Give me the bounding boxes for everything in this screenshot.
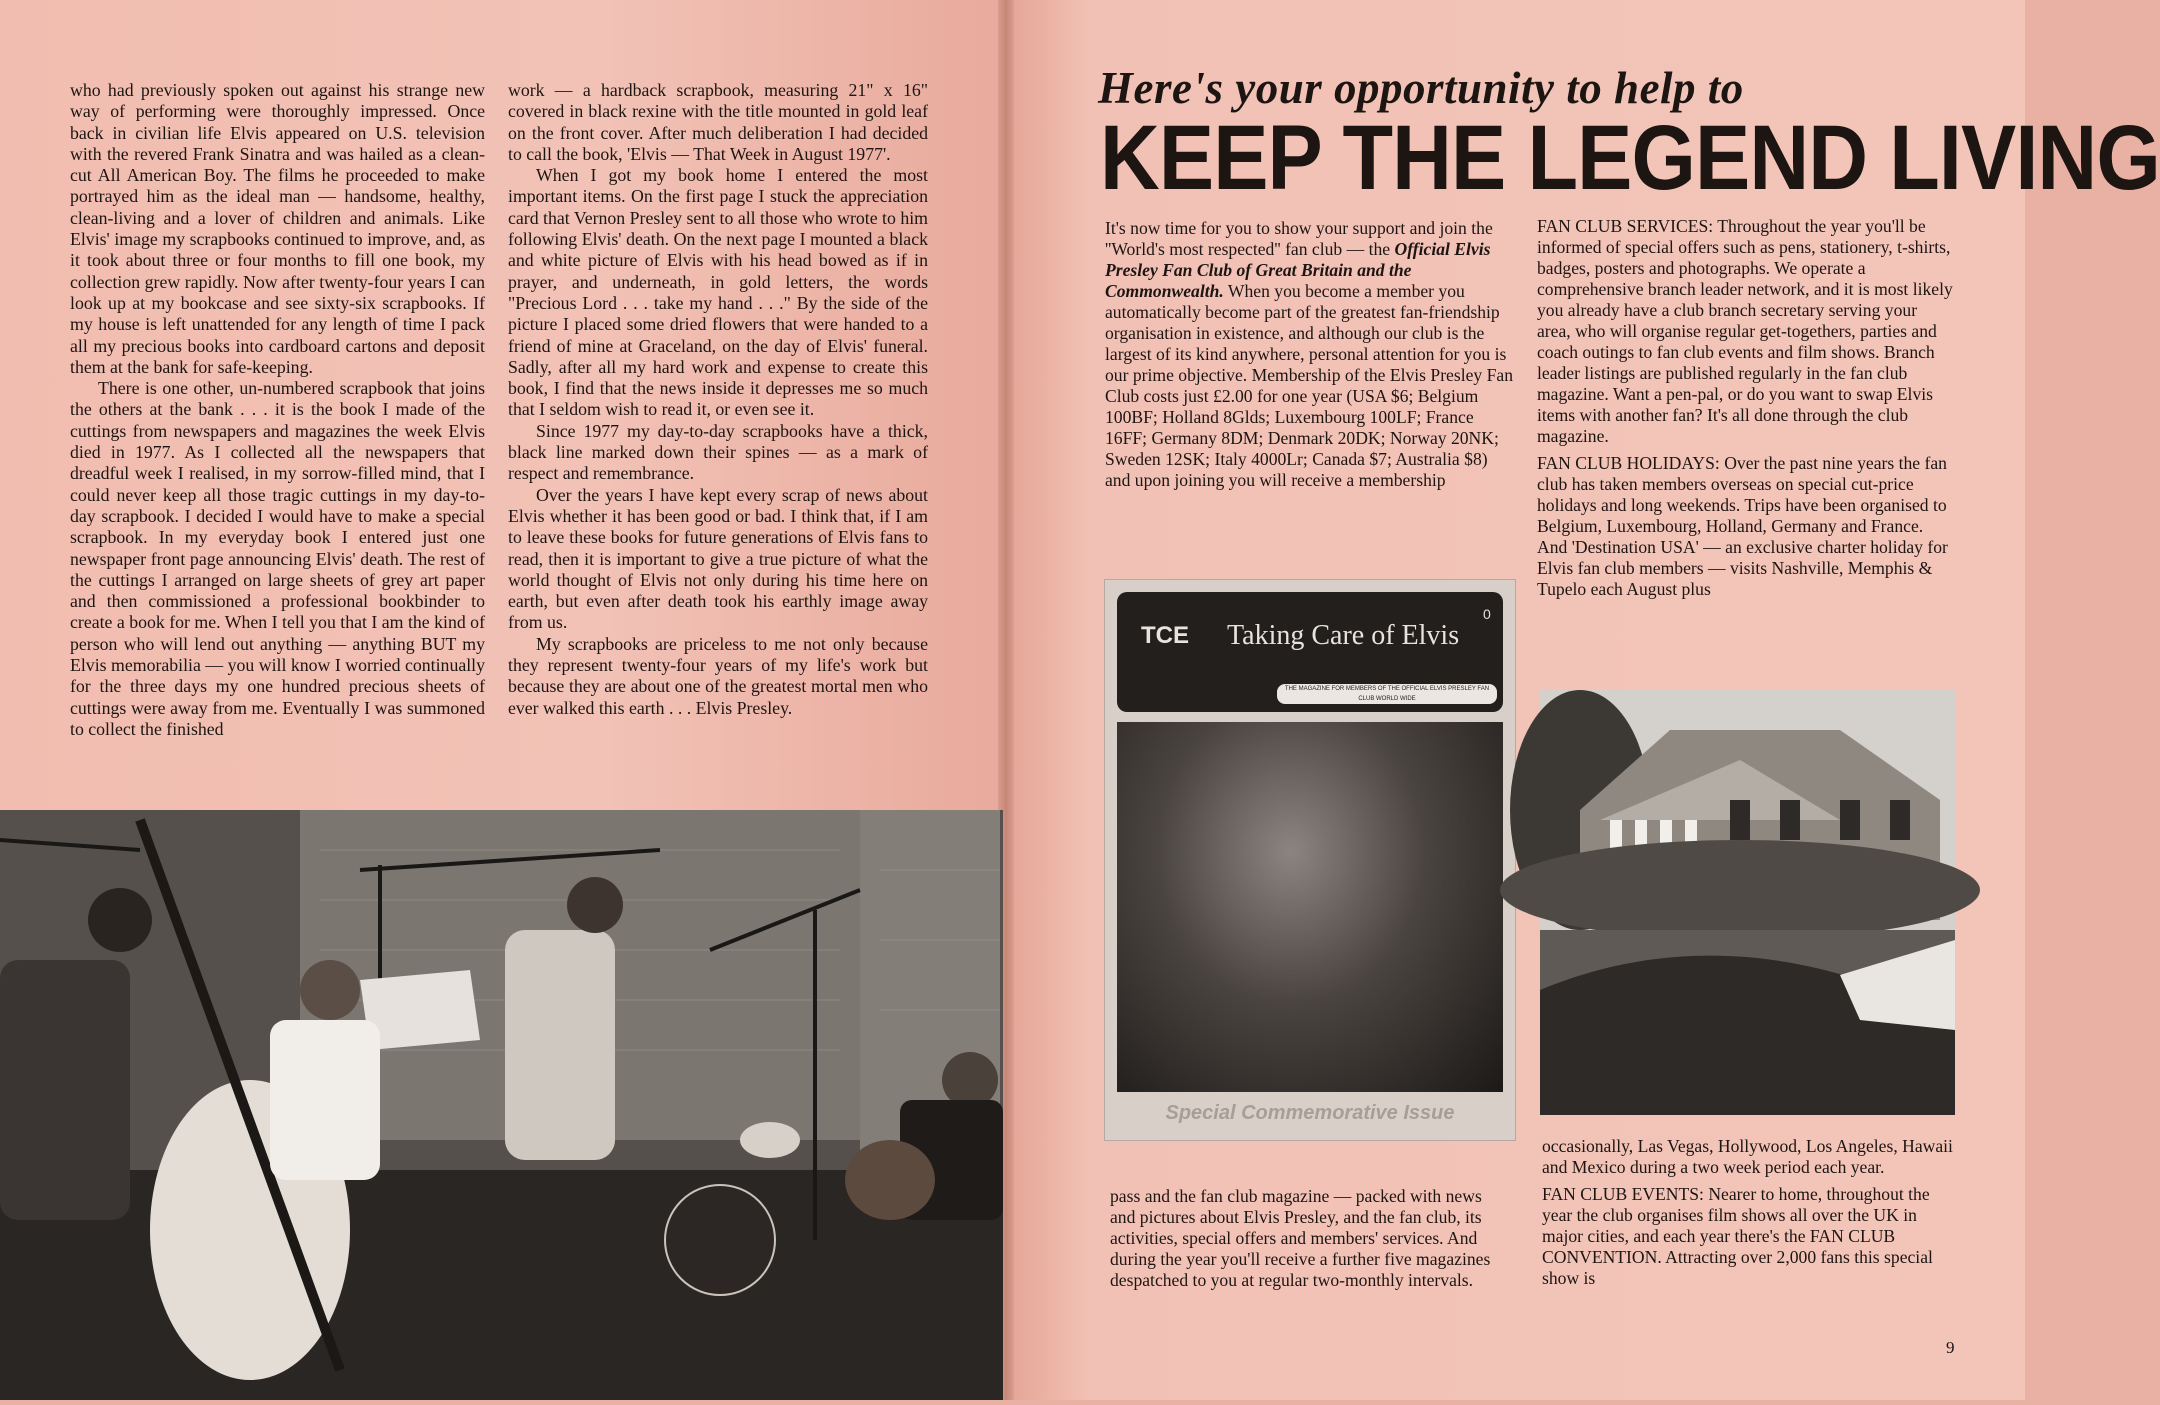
magazine-cover-photo xyxy=(1117,722,1503,1092)
headline: KEEP THE LEGEND LIVING xyxy=(1100,107,2160,209)
graceland-photo xyxy=(1540,690,1955,1115)
intro-continued-paragraph: pass and the fan club magazine — packed with news and pictures about Elvis Presley, and the fan club, its activities, special offers and members' services. And during the year you'll receive a further five magazines despatched to you at regular two-monthly intervals. xyxy=(1110,1186,1491,1290)
paragraph: When I got my book home I entered the most important items. On the first page I stuck the appreciation card that Vernon Presley sent to all those who wrote to him following Elvis' death. On the next page I mounted a black and white picture of Elvis with his head bowed as if in prayer, and underneath, in gold letters, the words "Precious Lord . . . take my hand . . ." By the side of the picture I placed some dried flowers that were handed to a friend of mine at Graceland, on the day of Elvis' funeral. Sadly, after all my hard work and expense to create this book, I find that the news inside it depresses me so much that I seldom wish to read it, or even see it. xyxy=(508,165,928,420)
paragraph: There is one other, un-numbered scrapbook that joins the others at the bank . . . it is the book I made of the cuttings from newspapers and magazines the week Elvis died in 1977. As I collected all the newspapers that dreadful week I realised, in my sorrow-filled mind, that I could never keep all those tragic cuttings in my day-to-day scrapbook. I decided I would have to make a special scrapbook. In my everyday book I entered just one newspaper front page announcing Elvis' death. The rest of the cuttings I arranged on large sheets of grey art paper and then commissioned a professional bookbinder to create a book for me. When I tell you that I am the kind of person who will lend out anything — anything BUT my Elvis memorabilia — you will know I worried continually for the three days my one hundred precious sheets of cuttings were away from me. Eventually I was summoned to collect the finished xyxy=(70,378,485,739)
magazine-logo: TCE xyxy=(1141,622,1189,649)
services-paragraph: FAN CLUB SERVICES: Throughout the year you'll be informed of special offers such as pens, stationery, t-shirts, badges, posters and photographs. We operate a comprehensive branch leader network, and it is most likely you already have a club branch secretary serving your area, who will organise regular get-togethers, parties and coach outings to fan club events and film shows. Branch leader listings are published regularly in the fan club magazine. Want a pen-pal, or do you want to swap Elvis items with another fan? It's all done through the club magazine. xyxy=(1537,216,1953,446)
intro-continued xyxy=(1110,1186,1508,1297)
intro-text-after: When you become a member you automatically become part of the greatest fan-friendship organisation in existence, and although our club is the largest of its kind anywhere, personal attention for you is our prime objective. Membership of the Elvis Presley Fan Club costs just £2.00 for one year (USA $6; Belgium 100BF; Holland 8Glds; Luxembourg 100LF; France 16FF; Germany 8DM; Denmark 20DK; Norway 20NK; Sweden 12SK; Italy 4000Lr; Canada $7; Australia $8) and upon joining you will receive a membership xyxy=(1105,281,1513,490)
kicker-heading: Here's your opportunity to help to xyxy=(1098,63,1744,113)
magazine-title: Taking Care of Elvis xyxy=(1227,620,1460,651)
magazine-subtitle: THE MAGAZINE FOR MEMBERS OF THE OFFICIAL ELVIS PRESLEY FAN CLUB WORLD WIDE xyxy=(1277,684,1497,704)
paragraph: who had previously spoken out against his strange new way of performing were thoroughly impressed. Once back in civilian life Elvis appeared on U.S. television with the revered Frank Sinatra and was hailed as a clean-cut All American Boy. The films he proceeded to make portrayed him as the ideal man — handsome, healthy, clean-living and a lover of children and animals. Like Elvis' image my scrapbooks continued to improve, and, as it took about three or four months to fill one book, my collection grew rapidly. Now after twenty-four years I can look up at my bookcase and see sixty-six scrapbooks. If my house is left unattended for any length of time I pack all my precious books into cardboard cartons and deposit them at the bank for safe-keeping. xyxy=(70,80,485,377)
left-column-1 xyxy=(70,80,485,740)
holidays-paragraph: FAN CLUB HOLIDAYS: Over the past nine years the fan club has taken members overseas on special cut-price holidays and long weekends. Trips have been organised to Belgium, Luxembourg, Holland, Germany and France. And 'Destination USA' — an exclusive charter holiday for Elvis fan club members — visits Nashville, Memphis & Tupelo each August plus xyxy=(1537,453,1948,599)
events-paragraph: FAN CLUB EVENTS: Nearer to home, throughout the year the club organises film shows all over the UK in major cities, and each year there's the FAN CLUB CONVENTION. Attracting over 2,000 fans this special show is xyxy=(1542,1184,1933,1288)
page-number: 9 xyxy=(1946,1338,1955,1357)
intro-column xyxy=(1105,218,1513,497)
paragraph: My scrapbooks are priceless to me not only because they represent twenty-four years of my life's work but because they are about one of the greatest mortal men who ever walked this earth . . . Elvis Presley. xyxy=(508,633,928,718)
paragraph: Over the years I have kept every scrap of news about Elvis whether it has been good or bad. I think that, if I am to leave these books for future generations of Elvis fans to read, then it is important to give a true picture of what the world thought of Elvis not only during his time here on earth, but even after death took his earthly image away from us. xyxy=(508,484,928,633)
intro-text-before: It's now time for you to show your support and join the ''World's most respected'' fan club — the xyxy=(1105,218,1493,259)
holidays-continued xyxy=(1542,1136,1955,1295)
recording-studio-photo xyxy=(0,810,1003,1400)
left-column-2 xyxy=(508,80,928,719)
paragraph: Since 1977 my day-to-day scrapbooks have a thick, black line marked down their spines — as a mark of respect and remembrance. xyxy=(508,420,928,484)
holidays-continued-paragraph: occasionally, Las Vegas, Hollywood, Los Angeles, Hawaii and Mexico during a two week period each year. xyxy=(1542,1136,1953,1177)
paragraph: work — a hardback scrapbook, measuring 21" x 16" covered in black rexine with the title mounted in gold leaf on the front cover. After much deliberation I had decided to call the book, 'Elvis — That Week in August 1977'. xyxy=(508,80,928,164)
club-name: Official Elvis Presley Fan Club of Great Britain and the Commonwealth. xyxy=(1105,239,1491,301)
magazine-footer: Special Commemorative Issue xyxy=(1165,1102,1455,1124)
magazine-cover-image xyxy=(1105,580,1515,1140)
magazine-number: 0 xyxy=(1483,606,1491,622)
intro-paragraph xyxy=(1105,218,1513,491)
magazine-masthead xyxy=(1117,592,1503,712)
services-column xyxy=(1537,216,1955,606)
